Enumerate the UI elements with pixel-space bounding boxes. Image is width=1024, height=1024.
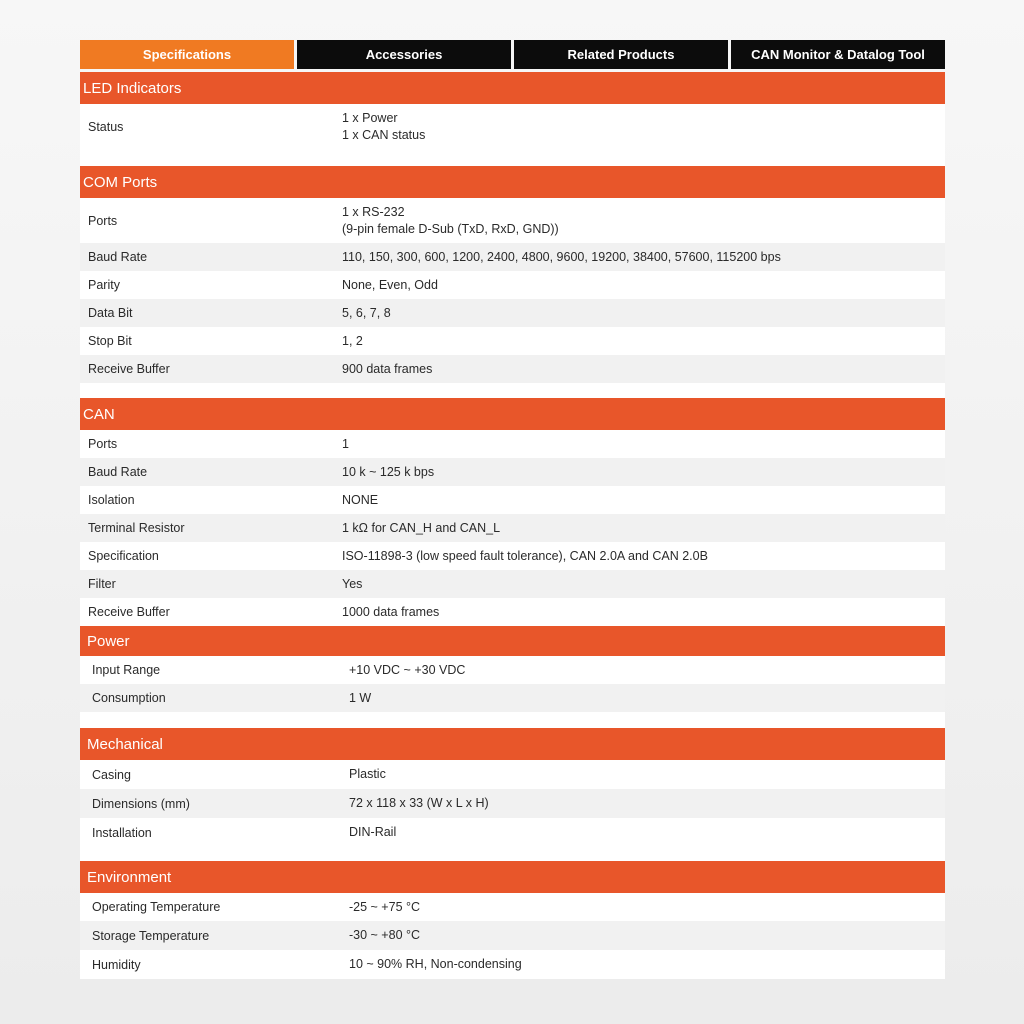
divider <box>80 150 945 166</box>
section-header-power: Power <box>80 626 945 656</box>
table-row <box>80 104 945 150</box>
spec-page <box>80 40 945 979</box>
table-row <box>80 327 945 355</box>
section-header-environment: Environment <box>80 861 945 893</box>
table-row <box>80 430 945 458</box>
row-label: Terminal Resistor <box>88 521 185 535</box>
row-value: 10 ~ 90% RH, Non-condensing <box>349 957 522 971</box>
row-value: 72 x 118 x 33 (W x L x H) <box>349 796 489 810</box>
row-label: Ports <box>88 213 118 228</box>
value-line: (9-pin female D-Sub (TxD, RxD, GND)) <box>342 221 559 236</box>
row-label: Baud Rate <box>88 250 148 264</box>
table-row <box>80 760 945 789</box>
row-label: Filter <box>88 577 116 591</box>
table-row <box>80 458 945 486</box>
row-value: None, Even, Odd <box>342 277 438 292</box>
row-label: Dimensions (mm) <box>92 796 190 811</box>
divider <box>80 712 945 728</box>
row-label: Humidity <box>92 957 141 972</box>
table-row <box>80 243 945 271</box>
row-value: ISO-11898-3 (low speed fault tolerance), CAN 2.0A and CAN 2.0B <box>342 548 708 563</box>
table-row <box>80 598 945 626</box>
value-line: 1 x Power <box>342 111 398 125</box>
table-row <box>80 542 945 570</box>
value-line: 1 x CAN status <box>342 128 426 142</box>
tab-bar <box>80 40 945 69</box>
row-value: -25 ~ +75 °C <box>349 899 421 914</box>
table-row <box>80 486 945 514</box>
table-row <box>80 818 945 847</box>
value-line: 1 x RS-232 <box>342 204 405 219</box>
row-label: Operating Temperature <box>92 900 221 914</box>
section-header-com: COM Ports <box>80 166 945 198</box>
section-header-led: LED Indicators <box>80 72 945 104</box>
table-row <box>80 355 945 383</box>
section-header-mechanical: Mechanical <box>80 728 945 760</box>
row-label: Specification <box>88 549 159 563</box>
table-row <box>80 299 945 327</box>
tab-can-monitor[interactable]: CAN Monitor & Datalog Tool <box>731 40 945 69</box>
row-value: 1 <box>342 436 349 451</box>
row-label: Status <box>88 120 124 134</box>
row-value: 1, 2 <box>342 333 363 348</box>
row-value: 1 kΩ for CAN_H and CAN_L <box>342 520 501 535</box>
table-row <box>80 893 945 921</box>
row-label: Installation <box>92 825 152 840</box>
row-value: DIN-Rail <box>349 825 397 839</box>
table-row <box>80 271 945 299</box>
tab-accessories[interactable]: Accessories <box>297 40 511 69</box>
tab-specifications[interactable]: Specifications <box>80 40 294 69</box>
row-label: Receive Buffer <box>88 362 170 376</box>
tab-related-products[interactable]: Related Products <box>514 40 728 69</box>
table-row <box>80 950 945 979</box>
row-label: Consumption <box>92 691 166 705</box>
table-row <box>80 514 945 542</box>
section-header-can: CAN <box>80 398 945 430</box>
row-label: Casing <box>92 767 131 782</box>
row-label: Ports <box>88 437 118 451</box>
row-value: Plastic <box>349 767 386 781</box>
row-value: 5, 6, 7, 8 <box>342 305 391 320</box>
row-value: 900 data frames <box>342 361 433 376</box>
divider <box>80 847 945 861</box>
row-value: 10 k ~ 125 k bps <box>342 464 435 479</box>
row-label: Stop Bit <box>88 334 132 348</box>
row-value <box>342 204 945 238</box>
row-label: Storage Temperature <box>92 928 210 943</box>
row-label: Receive Buffer <box>88 605 170 619</box>
table-row <box>80 570 945 598</box>
row-label: Baud Rate <box>88 465 148 479</box>
row-value: +10 VDC ~ +30 VDC <box>349 662 466 677</box>
table-row <box>80 198 945 243</box>
divider <box>80 383 945 398</box>
row-value <box>342 110 945 144</box>
row-label: Isolation <box>88 493 135 507</box>
table-row <box>80 656 945 684</box>
row-label: Parity <box>88 278 120 292</box>
row-value: -30 ~ +80 °C <box>349 928 421 942</box>
row-label: Input Range <box>92 663 161 677</box>
row-value: 110, 150, 300, 600, 1200, 2400, 4800, 9600, 19200, 38400, 57600, 115200 bps <box>342 249 781 264</box>
row-label: Data Bit <box>88 306 133 320</box>
row-value: NONE <box>342 492 379 507</box>
row-value: Yes <box>342 576 363 591</box>
row-value: 1 W <box>349 690 372 705</box>
table-row <box>80 789 945 818</box>
table-row <box>80 684 945 712</box>
table-row <box>80 921 945 950</box>
row-value: 1000 data frames <box>342 604 440 619</box>
